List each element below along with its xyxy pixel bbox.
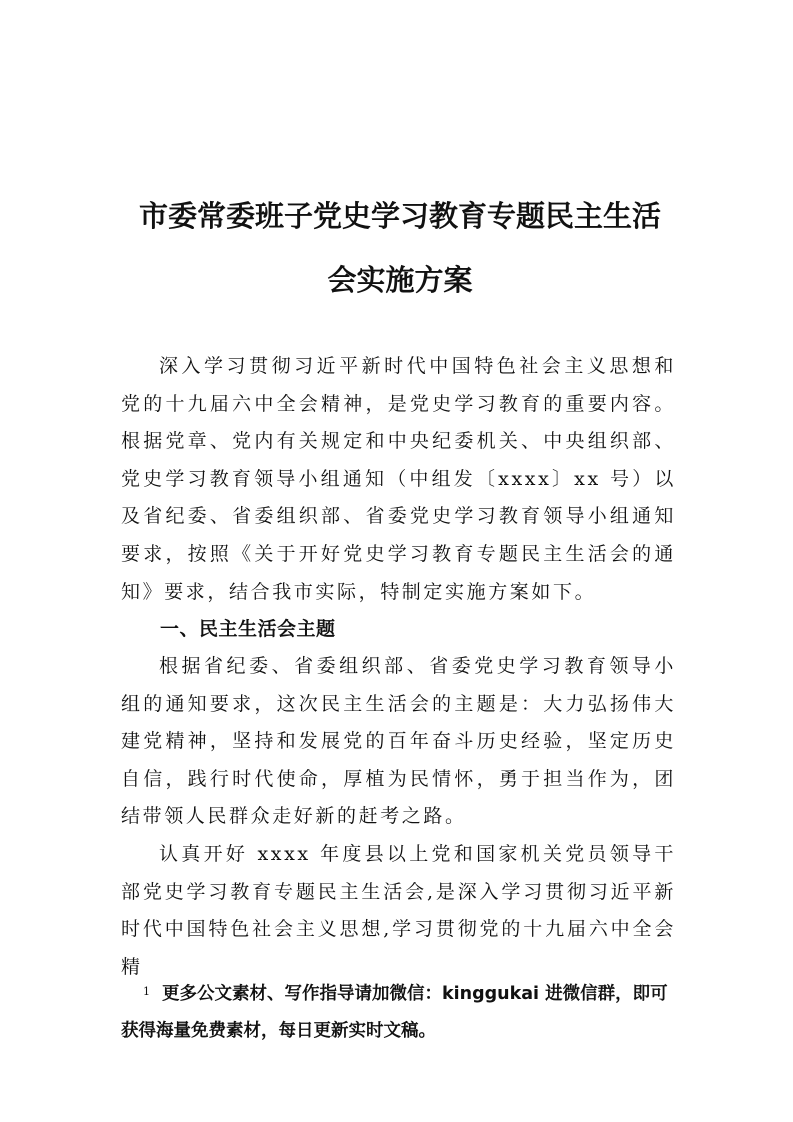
body-paragraph-significance: 认真开好 xxxx 年度县以上党和国家机关党员领导干部党史学习教育专题民主生活会,是深入学习贯彻习近平新时代中国特色社会主义思想,学习贯彻党的十九届六中全会精 xyxy=(121,843,676,978)
footnote xyxy=(121,973,681,1050)
body-paragraph-intro: 深入学习贯彻习近平新时代中国特色社会主义思想和党的十九届六中全会精神，是党史学习教育的重要内容。根据党章、党内有关规定和中央纪委机关、中央组织部、党史学习教育领导小组通知（中组发〔xxxx〕xx 号）以及省纪委、省委组织部、省委党史学习教育领导小组通知要求，按照《关于开好党史学习教育专题民主生活会的通知》要求，结合我市实际，特制定实施方案如下。 xyxy=(121,355,676,603)
body-paragraph-theme: 根据省纪委、省委组织部、省委党史学习教育领导小组的通知要求，这次民主生活会的主题是：大力弘扬伟大建党精神，坚持和发展党的百年奋斗历史经验，坚定历史自信，践行时代使命，厚植为民情怀，勇于担当作为，团结带领人民群众走好新的赶考之路。 xyxy=(121,655,676,828)
section-heading-theme: 一、民主生活会主题 xyxy=(160,618,336,640)
document-title-line-1: 市委常委班子党史学习教育专题民主生活 xyxy=(138,199,661,233)
footnote-marker: 1 xyxy=(143,985,150,998)
footnote-text: 更多公文素材、写作指导请加微信：kinggukai 进微信群，即可获得海量免费素材，每日更新实时文稿。 xyxy=(121,984,668,1041)
document-title-line-2: 会实施方案 xyxy=(327,263,473,297)
